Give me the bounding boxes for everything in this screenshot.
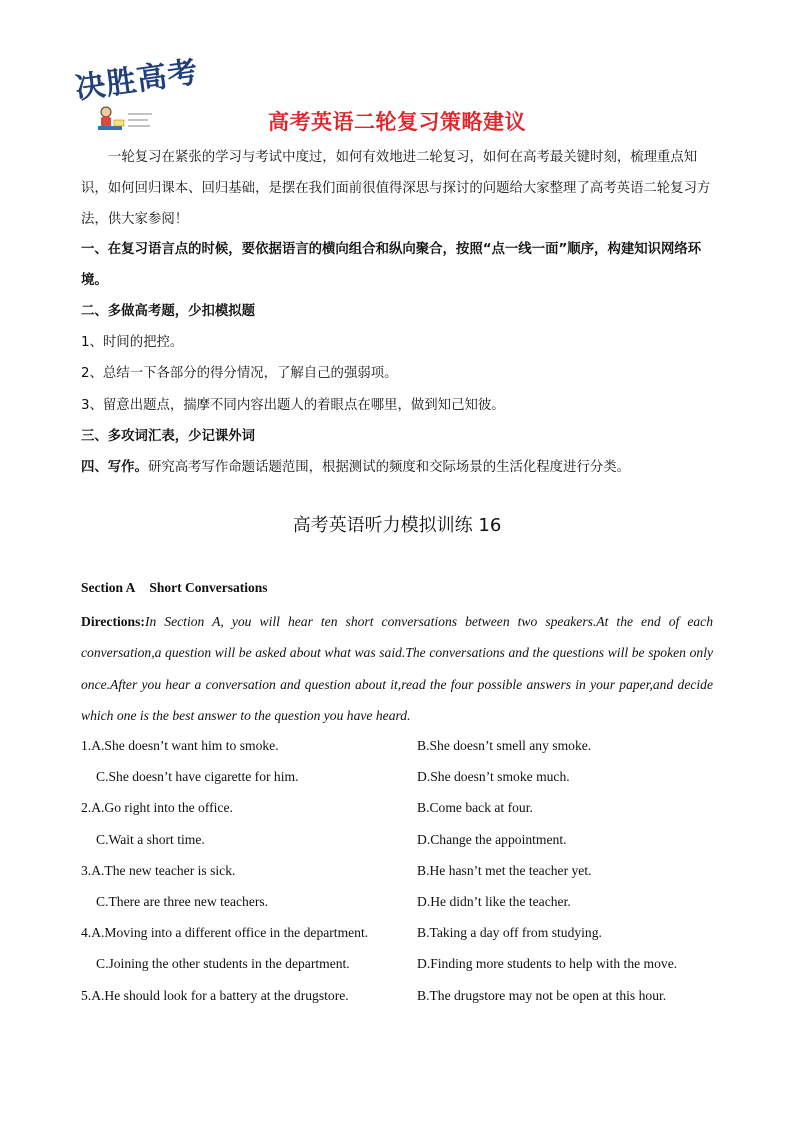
section-name: Short Conversations: [149, 580, 268, 595]
point-2: 二、多做高考题，少扣模拟题: [81, 304, 256, 319]
directions-text: In Section A, you will hear ten short conversations between two speakers.At the end of each conversation,a question will be asked about what was said.The conversations and the questions will be spoken only once.After you hear a conversation and question about it,read the four possible answers in your paper,and decide which one is the best answer to the question you have heard.: [81, 614, 713, 723]
logo-text: 决胜高考: [73, 54, 201, 107]
question-1-option-b: B.She doesn’t smell any smoke.: [417, 738, 592, 753]
section-label: Section A: [81, 580, 136, 595]
point-4: [81, 452, 713, 483]
directions-paragraph: [81, 606, 713, 731]
question-5-option-a: 5.A.He should look for a battery at the drugstore.: [81, 988, 349, 1003]
question-4-option-c: C.Joining the other students in the department.: [96, 956, 350, 971]
question-1-option-a: 1.A.She doesn’t want him to smoke.: [81, 738, 279, 753]
question-3-option-a: 3.A.The new teacher is sick.: [81, 863, 236, 878]
question-2-option-c: C.Wait a short time.: [96, 832, 205, 847]
question-2-option-d: D.Change the appointment.: [417, 832, 567, 847]
question-3-option-c: C.There are three new teachers.: [96, 894, 269, 909]
sub-point-2: 2、总结一下各部分的得分情况，了解自己的强弱项。: [81, 366, 398, 381]
question-2-option-a: 2.A.Go right into the office.: [81, 800, 233, 815]
point-4-label: 四、写作。: [81, 460, 148, 475]
sub-point-3: 3、留意出题点，揣摩不同内容出题人的着眼点在哪里，做到知己知彼。: [81, 398, 505, 413]
point-1: 一、在复习语言点的时候，要依据语言的横向组合和纵向聚合，按照“点一线一面”顺序，构建知识网络环境。: [81, 242, 702, 288]
question-4-option-a: 4.A.Moving into a different office in the department.: [81, 925, 369, 940]
question-1-option-d: D.She doesn’t smoke much.: [417, 769, 570, 784]
point-3: 三、多攻词汇表，少记课外词: [81, 429, 256, 444]
question-1-option-c: C.She doesn’t have cigarette for him.: [96, 769, 299, 784]
intro-paragraph: 一轮复习在紧张的学习与考试中度过，如何有效地进二轮复习，如何在高考最关键时刻，梳理重点知识，如何回归课本、回归基础，是摆在我们面前很值得深思与探讨的问题给大家整理了高考英语二轮复习方法，供大家参阅！: [81, 150, 711, 227]
question-5-option-b: B.The drugstore may not be open at this hour.: [417, 988, 667, 1003]
sub-point-1: 1、时间的把控。: [81, 335, 184, 350]
question-4-option-b: B.Taking a day off from studying.: [417, 925, 602, 940]
section-subtitle: 高考英语听力模拟训练 16: [292, 515, 502, 536]
section-heading: [81, 580, 268, 596]
page-title: 高考英语二轮复习策略建议: [268, 110, 526, 134]
question-3-option-b: B.He hasn’t met the teacher yet.: [417, 863, 592, 878]
question-3-option-d: D.He didn’t like the teacher.: [417, 894, 571, 909]
point-4-text: 研究高考写作命题话题范围，根据测试的频度和交际场景的生活化程度进行分类。: [147, 460, 631, 475]
question-2-option-b: B.Come back at four.: [417, 800, 533, 815]
directions-label: Directions:: [81, 614, 145, 629]
question-4-option-d: D.Finding more students to help with the move.: [417, 956, 678, 971]
